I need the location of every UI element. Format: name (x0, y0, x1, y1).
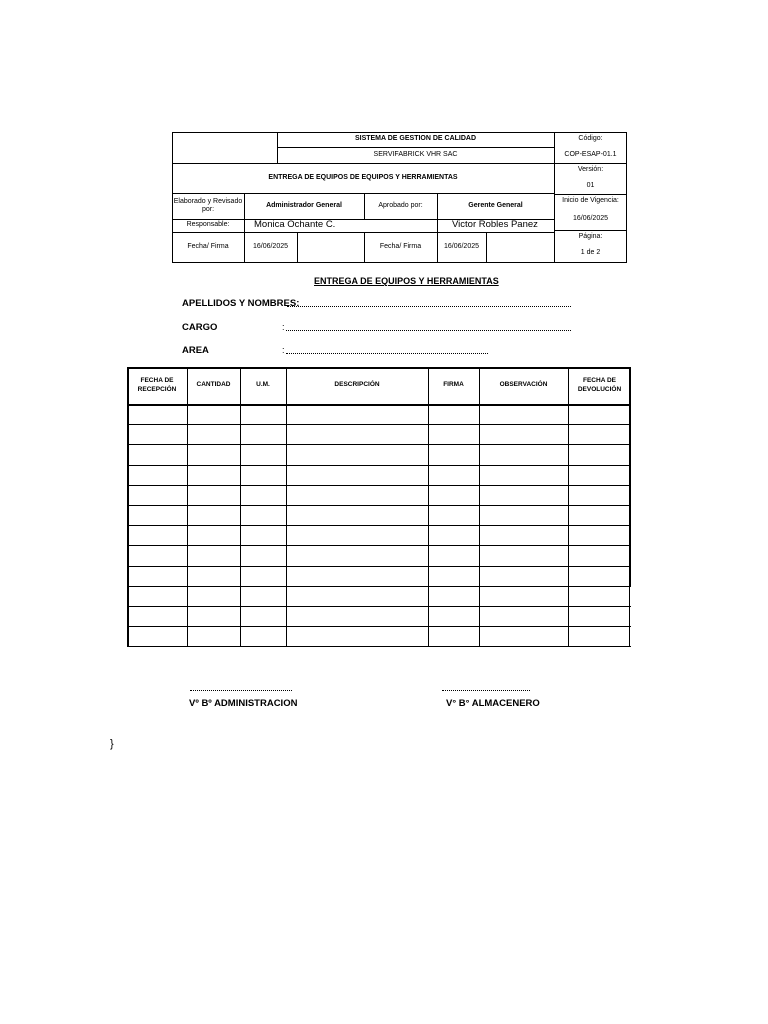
signature-line-almacenero[interactable] (442, 690, 530, 691)
table-row (127, 444, 631, 464)
table-cell[interactable] (428, 586, 479, 606)
table-cell[interactable] (187, 525, 240, 545)
table-cell[interactable] (286, 626, 428, 646)
signature-label-almacenero: V° B° ALMACENERO (446, 698, 540, 709)
table-cell[interactable] (568, 606, 630, 626)
system-title: SISTEMA DE GESTION DE CALIDAD (354, 135, 477, 143)
table-cell[interactable] (240, 424, 286, 444)
table-cell[interactable] (286, 586, 428, 606)
table-cell[interactable] (240, 525, 286, 545)
table-cell[interactable] (428, 404, 479, 424)
area-input-line[interactable] (286, 353, 488, 354)
table-cell[interactable] (479, 525, 568, 545)
table-cell[interactable] (286, 606, 428, 626)
cargo-colon: : (282, 322, 285, 332)
fecha-firma-label-2: Fecha/ Firma (379, 242, 422, 250)
table-cell[interactable] (428, 525, 479, 545)
col-observacion: OBSERVACIÓN (499, 381, 548, 389)
stray-brace: } (110, 738, 114, 750)
fecha-1: 16/06/2025 (252, 242, 289, 250)
table-cell[interactable] (286, 566, 428, 586)
table-cell[interactable] (568, 525, 630, 545)
table-row (127, 606, 631, 626)
table-cell[interactable] (428, 485, 479, 505)
table-cell[interactable] (187, 545, 240, 565)
table-cell[interactable] (479, 444, 568, 464)
codigo-value: COP-ESAP-01.1 (564, 150, 617, 158)
aprobado-role: Gerente General (468, 201, 523, 209)
codigo-label: Código: (578, 135, 603, 143)
table-cell[interactable] (568, 465, 630, 485)
table-cell[interactable] (286, 404, 428, 424)
apellidos-label: APELLIDOS Y NOMBRES: (182, 298, 300, 309)
table-cell[interactable] (568, 404, 630, 424)
table-cell[interactable] (479, 626, 568, 646)
table-row (127, 485, 631, 505)
signature-label-administracion: Vº Bº ADMINISTRACION (189, 698, 298, 709)
version-value: 01 (586, 182, 595, 190)
table-cell[interactable] (286, 525, 428, 545)
fecha-2: 16/06/2025 (443, 242, 480, 250)
table-cell[interactable] (187, 586, 240, 606)
aprobado-name: Victor Robles Panez (452, 218, 538, 230)
version-label: Versión: (577, 165, 604, 173)
table-cell[interactable] (127, 465, 187, 485)
col-firma: FIRMA (443, 381, 464, 389)
table-cell[interactable] (187, 444, 240, 464)
company-name: SERVIFABRICK VHR SAC (373, 150, 458, 158)
table-cell[interactable] (240, 404, 286, 424)
table-cell[interactable] (187, 404, 240, 424)
table-cell[interactable] (127, 404, 187, 424)
equipment-table (127, 367, 631, 646)
table-cell[interactable] (187, 424, 240, 444)
area-colon: : (282, 345, 285, 355)
table-cell[interactable] (240, 606, 286, 626)
table-row (127, 566, 631, 586)
table-cell[interactable] (286, 505, 428, 525)
pagina-value: 1 de 2 (580, 249, 601, 257)
table-cell[interactable] (428, 444, 479, 464)
table-cell[interactable] (127, 545, 187, 565)
table-cell[interactable] (240, 566, 286, 586)
table-cell[interactable] (568, 485, 630, 505)
table-cell[interactable] (187, 626, 240, 646)
table-cell[interactable] (428, 465, 479, 485)
table-row (127, 586, 631, 606)
table-row (127, 525, 631, 545)
vigencia-value: 16/06/2025 (572, 214, 609, 222)
table-cell[interactable] (479, 465, 568, 485)
table-cell[interactable] (187, 485, 240, 505)
table-cell[interactable] (568, 424, 630, 444)
table-cell[interactable] (240, 444, 286, 464)
table-cell[interactable] (428, 545, 479, 565)
table-cell[interactable] (479, 606, 568, 626)
table-cell[interactable] (286, 485, 428, 505)
table-cell[interactable] (479, 485, 568, 505)
table-cell[interactable] (127, 424, 187, 444)
table-cell[interactable] (479, 404, 568, 424)
table-row (127, 424, 631, 444)
table-row (127, 404, 631, 424)
elaborado-role: Administrador General (266, 201, 342, 209)
table-row (127, 465, 631, 485)
document-title: ENTREGA DE EQUIPOS DE EQUIPOS Y HERRAMIENTAS (268, 173, 458, 181)
table-cell[interactable] (127, 505, 187, 525)
table-cell[interactable] (479, 586, 568, 606)
table-cell[interactable] (286, 424, 428, 444)
cargo-input-line[interactable] (286, 330, 571, 331)
responsable-label: Responsable: (186, 221, 230, 229)
table-cell[interactable] (568, 545, 630, 565)
table-cell[interactable] (127, 525, 187, 545)
table-cell[interactable] (187, 566, 240, 586)
table-cell[interactable] (479, 505, 568, 525)
pagina-label: Página: (578, 232, 603, 240)
table-cell[interactable] (286, 465, 428, 485)
table-cell[interactable] (240, 485, 286, 505)
apellidos-input-line[interactable] (287, 306, 571, 307)
table-cell[interactable] (568, 586, 630, 606)
table-row (127, 505, 631, 525)
table-cell[interactable] (187, 465, 240, 485)
table-cell[interactable] (286, 444, 428, 464)
table-cell[interactable] (479, 545, 568, 565)
table-cell[interactable] (240, 626, 286, 646)
fecha-firma-label-1: Fecha/ Firma (187, 242, 229, 250)
area-label: AREA (182, 345, 209, 356)
table-cell[interactable] (240, 545, 286, 565)
table-cell[interactable] (286, 545, 428, 565)
table-cell[interactable] (428, 505, 479, 525)
table-cell[interactable] (127, 444, 187, 464)
table-cell[interactable] (187, 606, 240, 626)
table-cell[interactable] (127, 606, 187, 626)
table-cell[interactable] (240, 465, 286, 485)
table-cell[interactable] (568, 505, 630, 525)
elaborado-label: Elaborado y Revisado por: (173, 197, 243, 213)
table-cell[interactable] (240, 505, 286, 525)
table-row (127, 545, 631, 565)
col-descripcion: DESCRIPCIÓN (334, 381, 380, 389)
table-cell[interactable] (127, 485, 187, 505)
vigencia-label: Inicio de Vigencia: (562, 196, 619, 204)
table-cell[interactable] (127, 566, 187, 586)
cargo-label: CARGO (182, 322, 218, 333)
table-cell[interactable] (568, 566, 630, 586)
table-cell[interactable] (240, 586, 286, 606)
table-cell[interactable] (428, 626, 479, 646)
table-cell[interactable] (187, 505, 240, 525)
table-cell[interactable] (479, 566, 568, 586)
form-title: ENTREGA DE EQUIPOS Y HERRAMIENTAS (314, 276, 499, 286)
col-fecha-devolucion: FECHA DE DEVOLUCIÓN (577, 377, 622, 393)
col-um: U.M. (256, 381, 270, 389)
table-cell[interactable] (568, 626, 630, 646)
table-row (127, 626, 631, 646)
table-cell[interactable] (428, 424, 479, 444)
table-cell[interactable] (428, 606, 479, 626)
table-row-line (127, 646, 631, 647)
aprobado-label: Aprobado por: (378, 201, 423, 209)
col-fecha-recepcion: FECHA DE RECEPCIÓN (137, 377, 177, 393)
document-header-table (172, 132, 627, 262)
col-cantidad: CANTIDAD (196, 381, 231, 389)
table-cell[interactable] (127, 586, 187, 606)
table-cell[interactable] (479, 424, 568, 444)
table-cell[interactable] (568, 444, 630, 464)
table-cell[interactable] (428, 566, 479, 586)
table-cell[interactable] (127, 626, 187, 646)
signature-line-administracion[interactable] (190, 690, 292, 691)
responsable-name: Monica Ochante C. (254, 218, 336, 230)
